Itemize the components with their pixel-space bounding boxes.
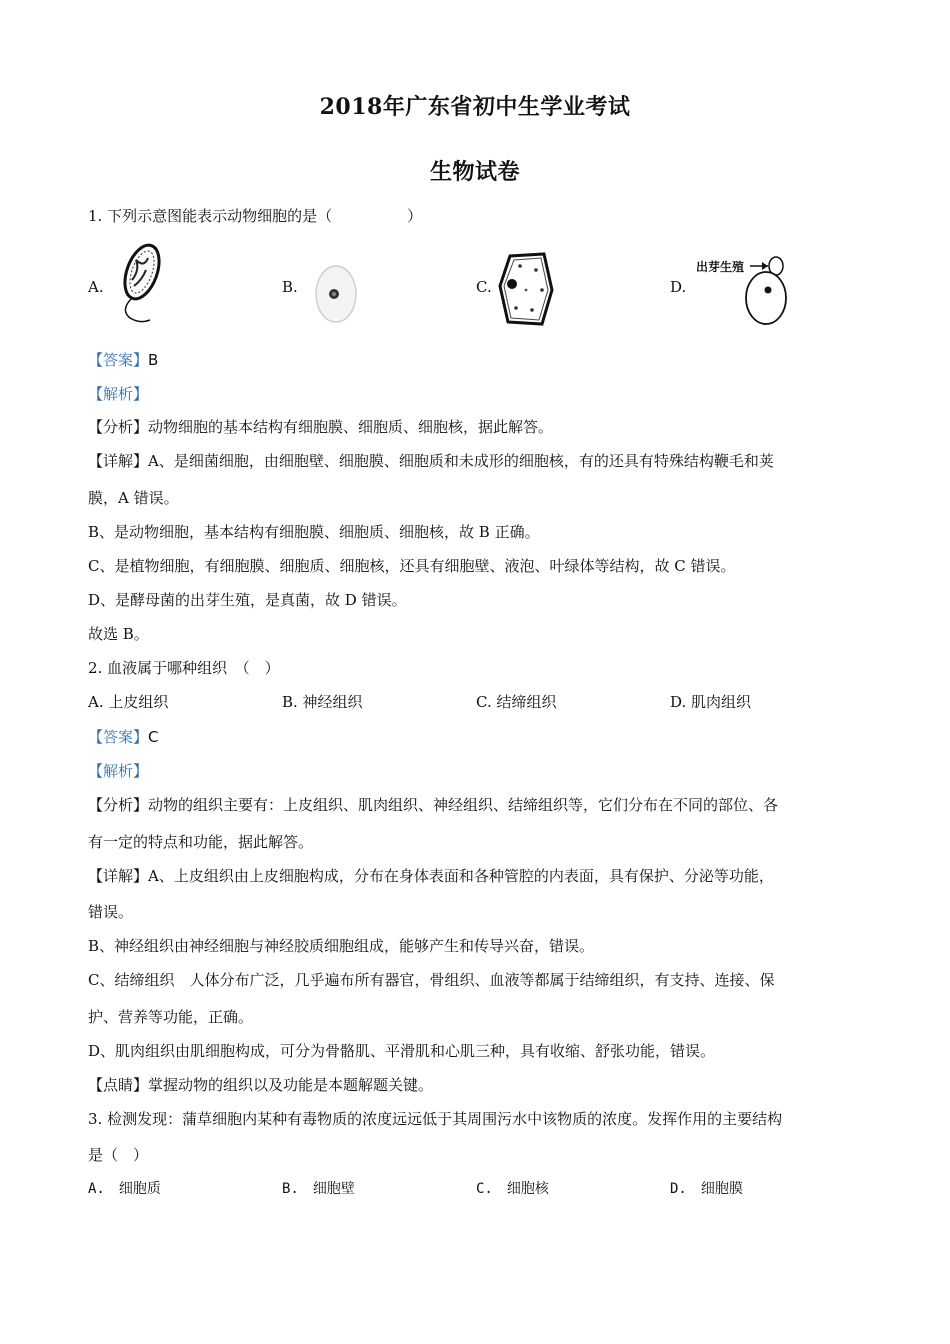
q1-answer bbox=[88, 350, 868, 370]
q2-option-c: C. 结缔组织 bbox=[476, 693, 557, 711]
q1-stem: 1. 下列示意图能表示动物细胞的是（ ） bbox=[88, 207, 423, 225]
answer-value: B bbox=[148, 351, 159, 369]
q2-line: 【详解】A、上皮组织由上皮细胞构成，分布在身体表面和各种管腔的内表面，具有保护、分泌等功能， bbox=[88, 867, 774, 885]
yeast-cell-figure bbox=[744, 252, 794, 330]
answer-tag: 【答案】 bbox=[88, 728, 149, 746]
q2-option-a: A. 上皮组织 bbox=[88, 693, 169, 711]
q1-line: B、是动物细胞，基本结构有细胞膜、细胞质、细胞核，故 B 正确。 bbox=[88, 523, 540, 541]
q1-line: D、是酵母菌的出芽生殖，是真菌，故 D 错误。 bbox=[88, 591, 407, 609]
q3-option-a: A. 细胞质 bbox=[88, 1181, 161, 1197]
budding-label: 出芽生殖 bbox=[696, 260, 745, 274]
q1-line: C、是植物细胞，有细胞膜、细胞质、细胞核，还具有细胞壁、液泡、叶绿体等结构，故 C 错误。 bbox=[88, 557, 736, 575]
q1-option-a: A. bbox=[88, 278, 104, 296]
q2-answer bbox=[88, 727, 868, 747]
q2-stem: 2. 血液属于哪种组织 （ ） bbox=[88, 659, 280, 677]
q1-option-d: D. bbox=[670, 278, 687, 296]
answer-tag: 【答案】 bbox=[88, 351, 149, 369]
animal-cell-figure bbox=[312, 262, 360, 326]
bacterium-cell-figure bbox=[110, 240, 170, 330]
q1-line: 故选 B。 bbox=[88, 625, 149, 643]
q1-line: 【分析】动物细胞的基本结构有细胞膜、细胞质、细胞核，据此解答。 bbox=[88, 418, 554, 436]
q2-line: 【点睛】掌握动物的组织以及功能是本题解题关键。 bbox=[88, 1076, 434, 1094]
q3-stem: 3. 检测发现：蒲草细胞内某种有毒物质的浓度远远低于其周围污水中该物质的浓度。发挥作用的主要结构 bbox=[88, 1110, 783, 1128]
q2-line: 有一定的特点和功能，据此解答。 bbox=[88, 833, 314, 851]
q3-option-c: C. 细胞核 bbox=[476, 1181, 549, 1197]
q3-option-b: B. 细胞壁 bbox=[282, 1181, 355, 1197]
q2-line: 【分析】动物的组织主要有：上皮组织、肌肉组织、神经组织、结缔组织等，它们分布在不同的部位、各 bbox=[88, 796, 779, 814]
page-title: 2018年广东省初中生学业考试 bbox=[319, 94, 631, 120]
q2-line: 护、营养等功能，正确。 bbox=[88, 1008, 254, 1026]
q2-line: C、结缔组织 人体分布广泛，几乎遍布所有器官，骨组织、血液等都属于结缔组织，有支持、连接、保 bbox=[88, 971, 775, 989]
q3-option-d: D. 细胞膜 bbox=[670, 1181, 743, 1197]
q2-line: D、肌肉组织由肌细胞构成，可分为骨骼肌、平滑肌和心肌三种，具有收缩、舒张功能，错误。 bbox=[88, 1042, 716, 1060]
page-subtitle: 生物试卷 bbox=[429, 159, 520, 185]
q1-line: 【详解】A、是细菌细胞，由细胞壁、细胞膜、细胞质和未成形的细胞核，有的还具有特殊结构鞭毛和荚 bbox=[88, 452, 774, 470]
q2-option-b: B. 神经组织 bbox=[282, 693, 363, 711]
q2-analysis-tag: 【解析】 bbox=[88, 762, 149, 780]
q1-option-b: B. bbox=[282, 278, 298, 296]
q2-line: 错误。 bbox=[88, 903, 134, 921]
q1-option-c: C. bbox=[476, 278, 492, 296]
q3-stem: 是（ ） bbox=[88, 1146, 149, 1164]
answer-value: C bbox=[148, 728, 159, 746]
q1-analysis-tag: 【解析】 bbox=[88, 385, 149, 403]
q1-line: 膜，A 错误。 bbox=[88, 489, 179, 507]
plant-cell-figure bbox=[496, 250, 560, 330]
q2-line: B、神经组织由神经细胞与神经胶质细胞组成，能够产生和传导兴奋，错误。 bbox=[88, 937, 595, 955]
q2-option-d: D. 肌肉组织 bbox=[670, 693, 752, 711]
